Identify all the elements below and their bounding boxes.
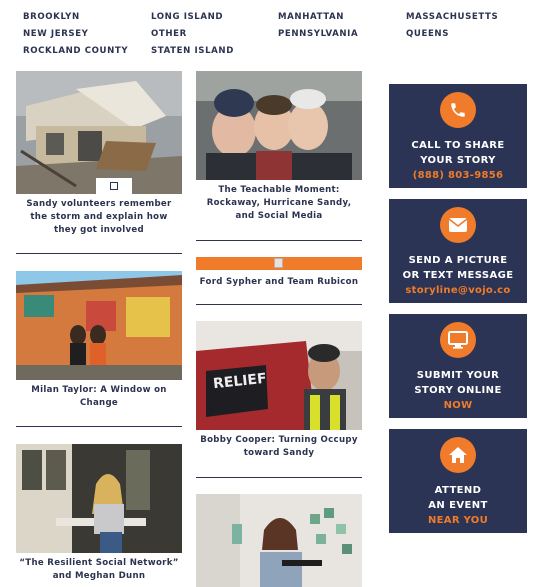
region-link-long-island[interactable]: LONG ISLAND <box>151 12 224 22</box>
region-link-new-jersey[interactable]: NEW JERSEY <box>23 29 89 39</box>
region-link-queens[interactable]: QUEENS <box>406 29 450 39</box>
story-thumbnail[interactable] <box>16 444 182 553</box>
story-thumbnail[interactable] <box>196 71 362 180</box>
story-title[interactable]: “The Resilient Social Network” and Meghan Dunn <box>19 558 179 581</box>
envelope-icon <box>440 207 476 243</box>
story-title[interactable]: The Teachable Moment: Rockaway, Hurricane Sandy, and Social Media <box>206 185 352 221</box>
region-link-pennsylvania[interactable]: PENNSYLVANIA <box>278 29 359 39</box>
story-card[interactable] <box>196 272 362 289</box>
story-thumbnail[interactable] <box>196 494 362 587</box>
story-banner[interactable] <box>196 257 362 270</box>
story-card[interactable] <box>196 321 362 460</box>
call-to-share-button[interactable] <box>389 84 527 188</box>
story-thumbnail[interactable] <box>16 71 182 194</box>
region-link-rockland-county[interactable]: ROCKLAND COUNTY <box>23 46 129 56</box>
monitor-icon <box>440 322 476 358</box>
story-card[interactable] <box>196 494 362 587</box>
svg-text:RELIEF: RELIEF <box>212 370 268 393</box>
story-title[interactable]: Bobby Cooper: Turning Occupy toward Sandy <box>200 435 358 458</box>
cta-accent[interactable]: NOW <box>443 400 473 411</box>
cta-line: CALL TO SHARE <box>411 140 505 151</box>
cta-line: OR TEXT MESSAGE <box>402 270 514 281</box>
divider <box>16 426 182 427</box>
story-card[interactable] <box>16 71 182 237</box>
phone-icon <box>440 92 476 128</box>
story-title[interactable]: Milan Taylor: A Window on Change <box>31 385 167 408</box>
cta-line: STORY ONLINE <box>414 385 502 396</box>
divider <box>196 240 362 241</box>
divider <box>16 253 182 254</box>
story-title[interactable]: Sandy volunteers remember the storm and explain how they got involved <box>26 199 172 235</box>
phone-number[interactable]: (888) 803-9856 <box>412 170 504 181</box>
submit-story-button[interactable] <box>389 314 527 418</box>
region-link-other[interactable]: OTHER <box>151 29 187 39</box>
play-icon[interactable] <box>96 178 132 194</box>
email-address[interactable]: storyline@vojo.co <box>405 285 511 296</box>
region-link-brooklyn[interactable]: BROOKLYN <box>23 12 80 22</box>
divider <box>196 304 362 305</box>
cta-line: SEND A PICTURE <box>408 255 508 266</box>
cta-accent[interactable]: NEAR YOU <box>427 515 489 526</box>
story-thumbnail[interactable] <box>196 321 362 430</box>
cta-line: ATTEND <box>434 485 482 496</box>
story-card[interactable] <box>16 444 182 583</box>
attend-event-button[interactable] <box>389 429 527 533</box>
story-card[interactable] <box>16 271 182 410</box>
cta-line: YOUR STORY <box>420 155 496 166</box>
divider <box>196 477 362 478</box>
home-icon <box>440 437 476 473</box>
region-link-massachusetts[interactable]: MASSACHUSETTS <box>406 12 499 22</box>
region-link-staten-island[interactable]: STATEN ISLAND <box>151 46 234 56</box>
story-title[interactable]: Ford Sypher and Team Rubicon <box>199 277 359 287</box>
story-thumbnail[interactable] <box>16 271 182 380</box>
story-card[interactable] <box>196 71 362 223</box>
region-link-manhattan[interactable]: MANHATTAN <box>278 12 345 22</box>
cta-line: SUBMIT YOUR <box>416 370 500 381</box>
send-picture-button[interactable] <box>389 199 527 303</box>
cta-line: AN EVENT <box>428 500 488 511</box>
broken-image-icon <box>274 258 283 268</box>
